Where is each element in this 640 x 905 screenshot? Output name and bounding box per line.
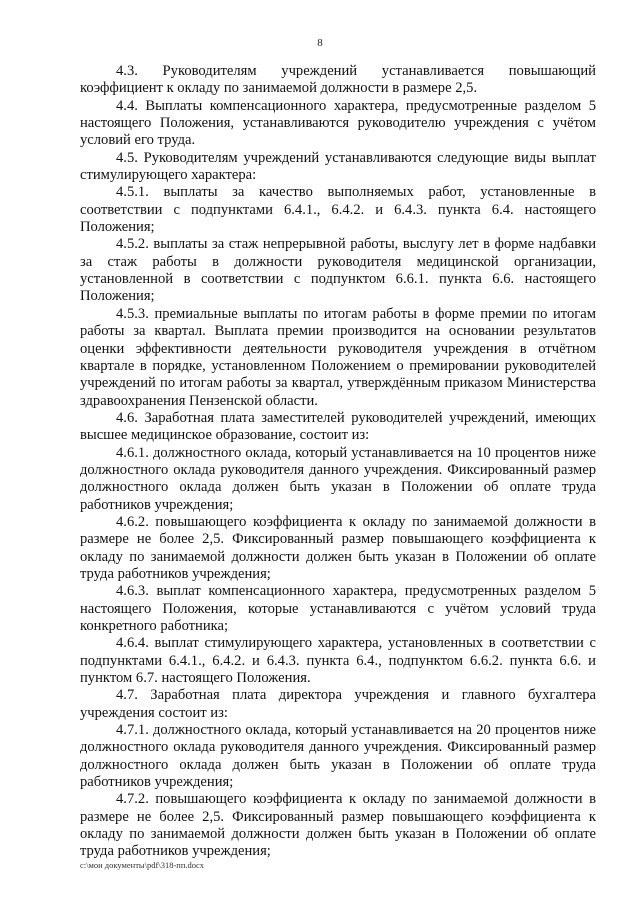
paragraph: 4.6.2. повышающего коэффициента к окладу по занимаемой должности в размере не более 2,5. Фиксированный размер повышающего коэффициента к окладу по занимаемой должности должен быть указан в Положении об оплате труда работников учреждения; [80,513,596,582]
paragraph: 4.5.1. выплаты за качество выполняемых работ, установленные в соответствии с подпунктами 6.4.1., 6.4.2. и 6.4.3. пункта 6.4. настоящего Положения; [80,184,596,236]
paragraph: 4.5.3. премиальные выплаты по итогам работы в форме премии по итогам работы за квартал. Выплата премии производится на основании результатов оценки эффективности деятельности руководителя учреждения в отчётном квартале в порядке, установленном Положением о премировании руководителей учреждений по итогам работы за квартал, утверждённым приказом Министерства здравоохранения Пензенской области. [80,305,596,409]
paragraph: 4.7. Заработная плата директора учреждения и главного бухгалтера учреждения состоит из: [80,687,596,721]
paragraph: 4.5.2. выплаты за стаж непрерывной работы, выслугу лет в форме надбавки за стаж работы в должности руководителя медицинской организации, установленной в соответствии с подпунктом 6.6.1. пункта 6.6. настоящего Положения; [80,236,596,305]
paragraph: 4.4. Выплаты компенсационного характера, предусмотренные разделом 5 настоящего Положения, устанавливаются руководителю учреждения с учётом условий его труда. [80,97,596,149]
paragraph: 4.6.3. выплат компенсационного характера, предусмотренных разделом 5 настоящего Положения, которые устанавливаются с учётом условий труда конкретного работника; [80,583,596,634]
document-body [80,63,596,861]
paragraph: 4.7.2. повышающего коэффициента к окладу по занимаемой должности в размере не более 2,5. Фиксированный размер повышающего коэффициента к окладу по занимаемой должности должен быть указан в Положении об оплате труда работников учреждения; [80,791,596,860]
page-number: 8 [317,37,323,49]
paragraph: 4.3. Руководителям учреждений устанавливается повышающий коэффициент к окладу по занимаемой должности в размере 2,5. [80,63,596,97]
paragraph: 4.5. Руководителям учреждений устанавливаются следующие виды выплат стимулирующего характера: [80,149,596,184]
footer-file-path: c:\мои документы\pdf\318-пп.docx [80,860,205,870]
paragraph: 4.6. Заработная плата заместителей руководителей учреждений, имеющих высшее медицинское образование, состоит из: [80,409,596,444]
paragraph: 4.6.1. должностного оклада, который устанавливается на 10 процентов ниже должностного оклада руководителя данного учреждения. Фиксированный размер должностного оклада должен быть указан в Положении об оплате труда работников учреждения; [80,444,596,513]
paragraph: 4.6.4. выплат стимулирующего характера, установленных в соответствии с подпунктами 6.4.1., 6.4.2. и 6.4.3. пункта 6.4., подпунктом 6.6.2. пункта 6.6. и пунктом 6.7. настоящего Положения. [80,635,596,687]
paragraph: 4.7.1. должностного оклада, который устанавливается на 20 процентов ниже должностного оклада руководителя данного учреждения. Фиксированный размер должностного оклада должен быть указан в Положении об оплате труда работников учреждения; [80,722,596,791]
